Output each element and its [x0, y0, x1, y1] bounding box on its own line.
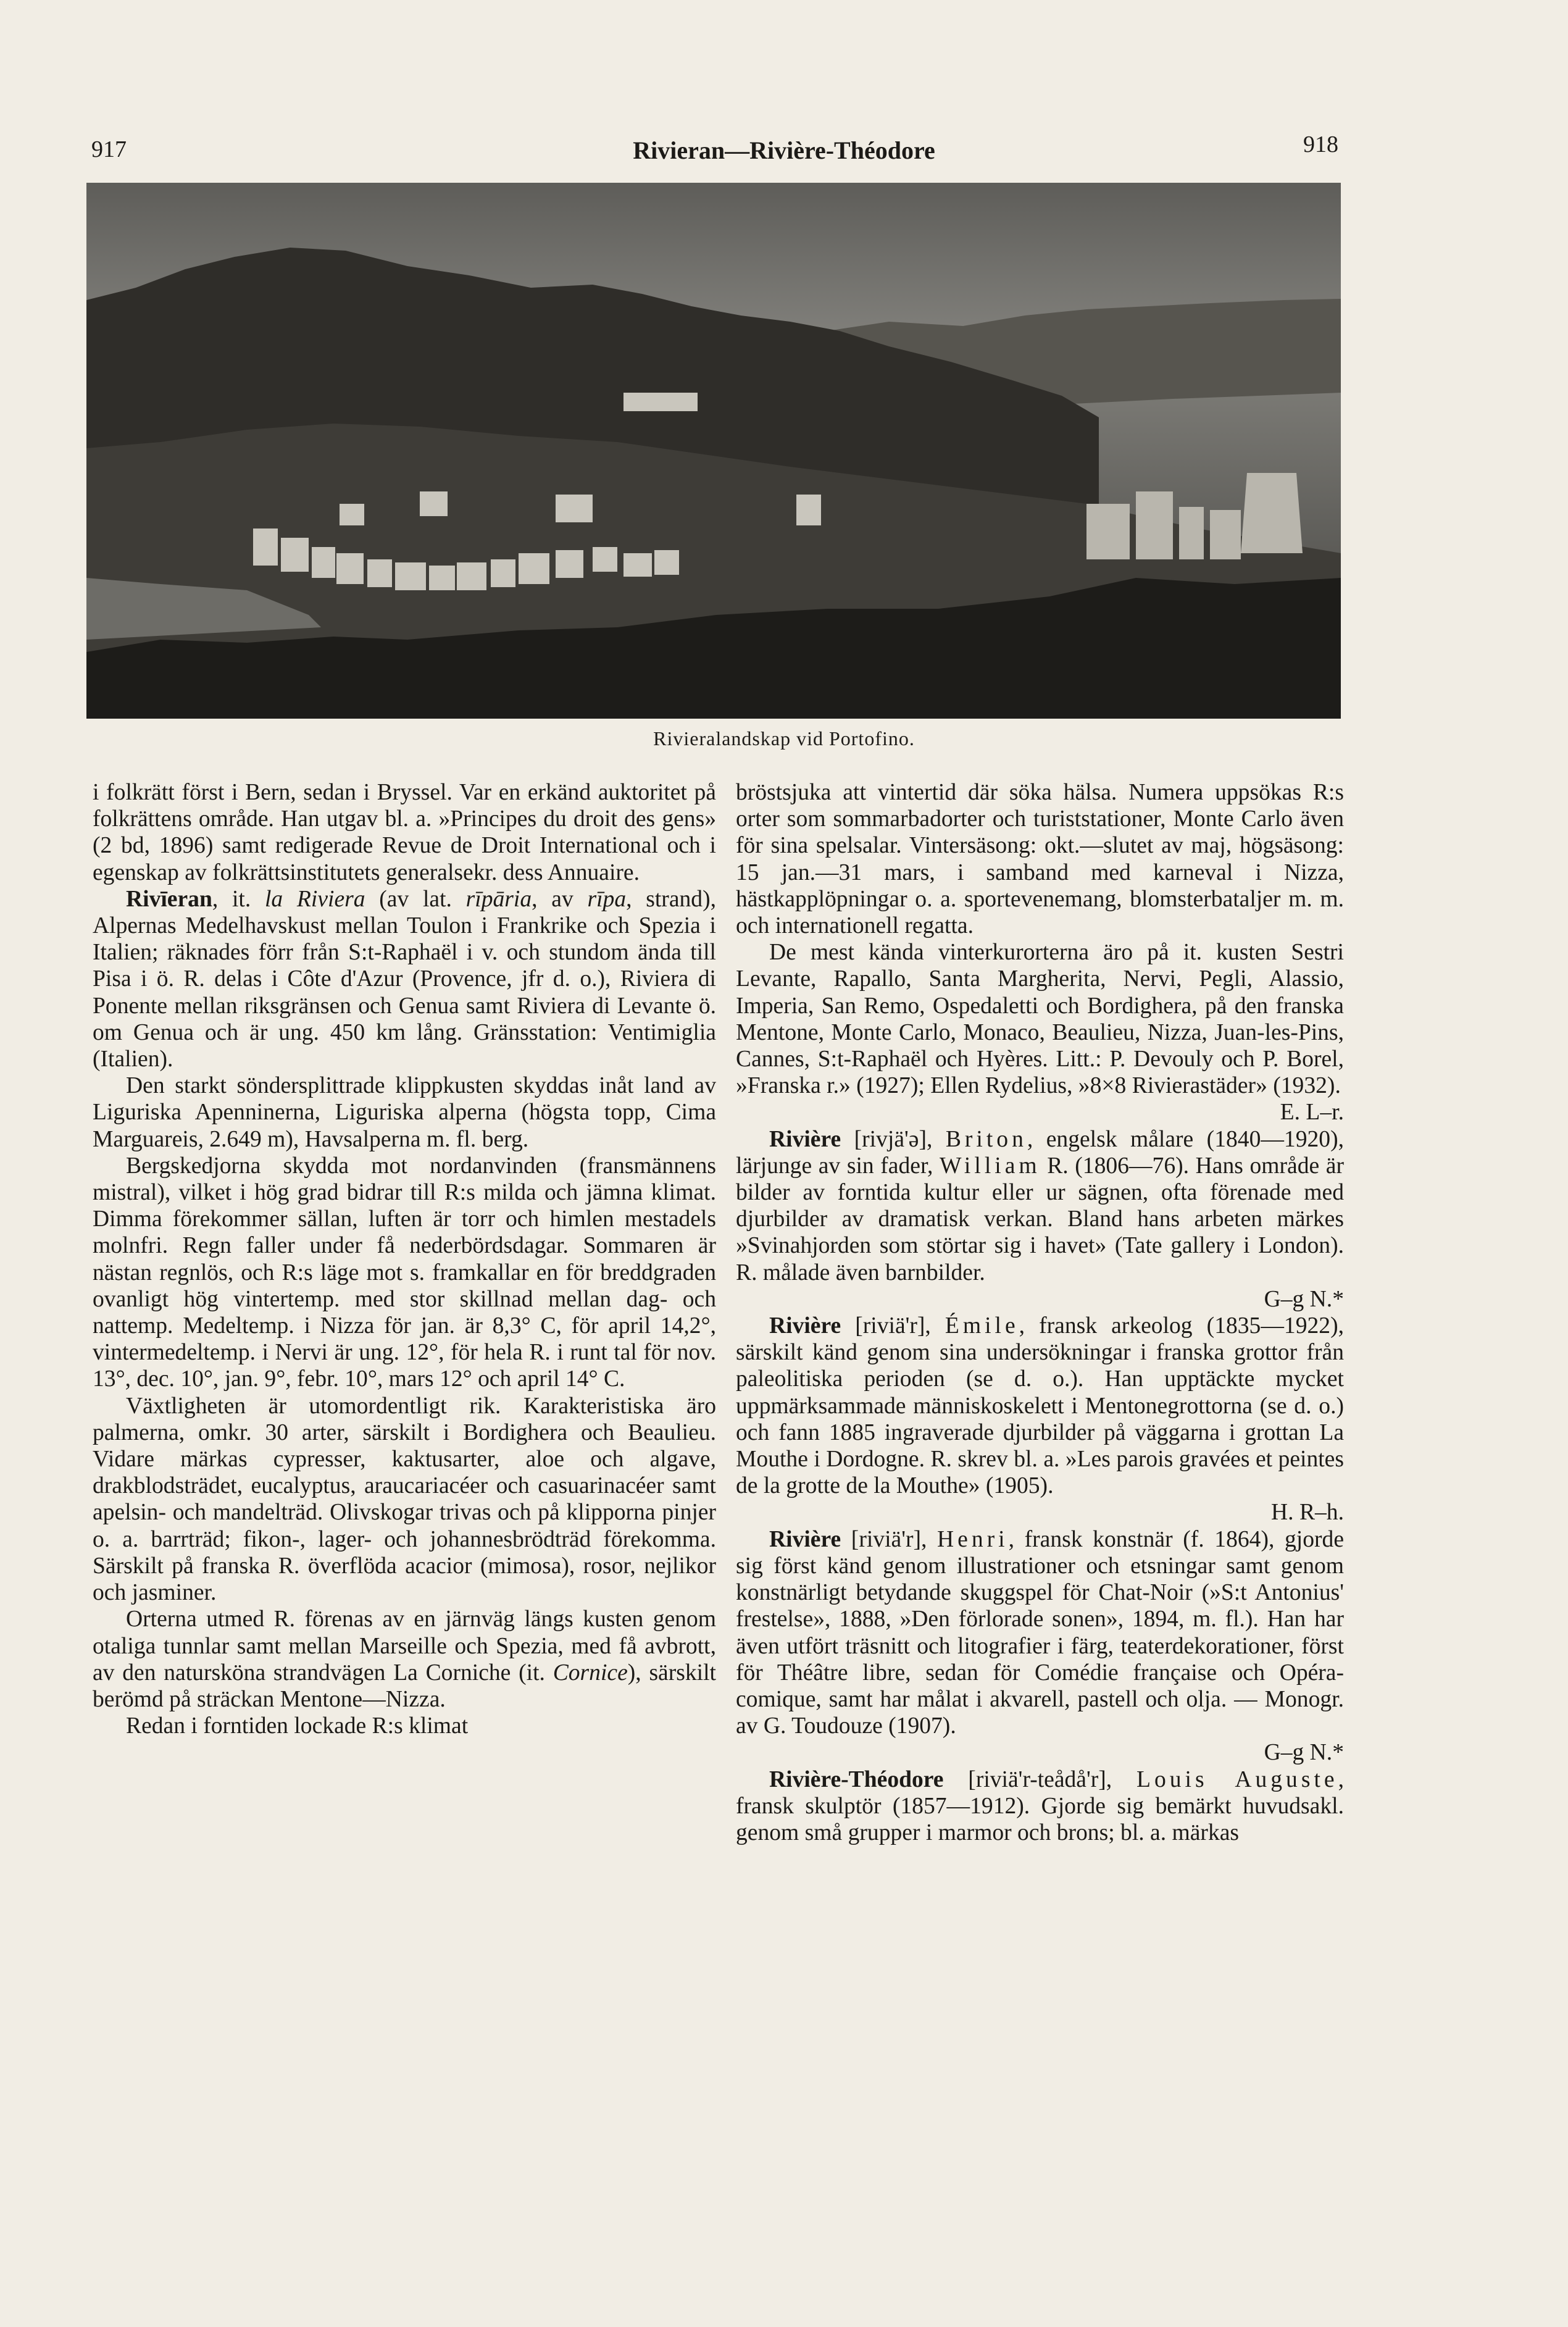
- entry-riviere-emile: Rivière [riviä'r], Émile, fransk arkeolog (1835—1922), särskilt känd genom sina undersökningar i franska grottor från paleolitiska perioden (se d. o.). Han upptäckte mycket uppmärksammade människoskelett i Mentonegrottorna (se d. o.) och fann 1885 ingraverade djurbilder på väggarna i grottan La Mouthe i Dordogne. R. skrev bl. a. »Les parois gravées et peintes de la grotte de la Mouthe» (1905). H. R–h.: [736, 1313, 1344, 1526]
- landscape-photo: [86, 183, 1341, 719]
- signature: G–g N.*: [1264, 1286, 1344, 1312]
- page-number-right: 918: [1303, 132, 1338, 157]
- paragraph-resorts: De mest kända vinterkurorterna äro på it. kusten Sestri Levante, Rapallo, Santa Margherita, Nervi, Pegli, Alassio, Imperia, San Remo, Ospedaletti och Bordighera, på den franska Mentone, Monte Carlo, Monaco, Beaulieu, Nizza, Juan-les-Pins, Cannes, S:t-Raphaël och Hyères. Litt.: P. Devouly och P. Borel, »Franska r.» (1927); Ellen Rydelius, »8×8 Rivierastäder» (1932). E. L–r.: [736, 940, 1344, 1126]
- signature: G–g N.*: [1264, 1740, 1344, 1766]
- signature: E. L–r.: [1280, 1100, 1344, 1126]
- paragraph-vegetation: Växtligheten är utomordentligt rik. Karakteristiska äro palmerna, omkr. 30 arter, särskilt i Bordighera och Beaulieu. Vidare märkas cypresser, kaktusarter, aloe och algave, drakblodsträdet, eucalyptus, araucariacéer och casuarinacéer samt apelsin- och mandelträd. Olivskogar trivas och på klipporna pinjer o. a. barrträd; fikon-, lager- och johannesbrödträd förekomma. Särskilt på franska R. överflöda acacior (mimosa), rosor, nejlikor och jasminer.: [93, 1393, 716, 1606]
- running-title: Rivieran—Rivière-Théodore: [633, 136, 935, 164]
- paragraph-transport: Orterna utmed R. förenas av en järnväg längs kusten genom otaliga tunnlar samt mellan Marseille och Spezia, med få avbrott, av den natursköna strandvägen La Corniche (it. Cornice), särskilt berömd på sträckan Mentone—Nizza.: [93, 1606, 716, 1712]
- headword: Rivīeran: [126, 886, 212, 912]
- entry-riviere-briton: Rivière [rivjä'ə], Briton, engelsk målare (1840—1920), lärjunge av sin fader, William R. (1806—76). Hans område är bilder av forntida kultur eller ur sägnen, ofta förenade med djurbilder av dramatisk verkan. Bland hans arbeten märkes »Svinahjorden som störtar sig i havet» (Tate gallery i London). R. målade även barnbilder. G–g N.*: [736, 1126, 1344, 1312]
- paragraph-coast: Den starkt söndersplittrade klippkusten skyddas inåt land av Liguriska Apenninerna, Liguriska alperna (högsta topp, Cima Marguareis, 2.649 m), Havsalperna m. fl. berg.: [93, 1073, 716, 1152]
- running-header: [0, 131, 1568, 168]
- portofino-landscape-image: [86, 183, 1341, 719]
- headword: Rivière: [769, 1313, 841, 1339]
- paragraph-history: Redan i forntiden lockade R:s klimat: [126, 1713, 469, 1739]
- entry-riviere-henri: Rivière [riviä'r], Henri, fransk konstnär (f. 1864), gjorde sig först känd genom illustrationer och etsningar samt genom konstnärligt betydande skuggspel för Chat-Noir (»S:t Antonius' frestelse», 1888, »Den förlorade sonen», 1894, m. fl.). Han har även utfört träsnitt och litografier i färg, teaterdekorationer, först för Théâtre libre, sedan för Comédie française och Opéra-comique, samt har målat i akvarell, pastell och olja. — Monogr. av G. Toudouze (1907). G–g N.*: [736, 1526, 1344, 1766]
- left-column: [93, 779, 716, 1739]
- continued-paragraph: i folkrätt först i Bern, sedan i Bryssel. Var en erkänd auktoritet på folkrättens område. Han utgav bl. a. »Principes du droit des gens» (2 bd, 1896) samt redigerade Revue de Droit International och i egenskap av folkrättsinstitutets generalsekr. dess Annuaire.: [93, 780, 716, 885]
- entry-rivieran: Rivīeran, it. la Riviera (av lat. rīpāria, av rīpa, strand), Alpernas Medelhavskust mellan Toulon i Frankrike och Spezia i Italien; räknades förr från S:t-Raphaël i v. och stundom ända till Pisa i ö. R. delas i Côte d'Azur (Provence, jfr d. o.), Riviera di Ponente mellan riksgränsen och Genua samt Riviera di Levante ö. om Genua och är ung. 450 km lång. Gränsstation: Ventimiglia (Italien).: [93, 886, 716, 1072]
- headword: Rivière: [769, 1126, 841, 1152]
- entry-riviere-theodore: Rivière-Théodore [riviä'r-teådå'r], Louis Auguste, fransk skulptör (1857—1912). Gjorde sig bemärkt huvudsakl. genom små grupper i marmor och brons; bl. a. märkas: [736, 1766, 1344, 1845]
- headword: Rivière-Théodore: [769, 1766, 944, 1792]
- headword: Rivière: [769, 1526, 841, 1552]
- figure-caption: Rivieralandskap vid Portofino.: [653, 727, 915, 750]
- signature: H. R–h.: [1271, 1500, 1344, 1526]
- continued-paragraph-right: bröstsjuka att vintertid där söka hälsa. Numera uppsökas R:s orter som sommarbadorter och turiststationer, Monte Carlo även för sina spelsalar. Vintersäsong: okt.—slutet av maj, högsäsong: 15 jan.—31 mars, i samband med karneval i Nizza, hästkapplöpningar o. a. sportevenemang, blomsterbataljer m. m. och internationell regatta.: [736, 780, 1344, 939]
- paragraph-climate: Bergskedjorna skydda mot nordanvinden (fransmännens mistral), vilket i hög grad bidrar till R:s milda och jämna klimat. Dimma förekommer sällan, luften är torr och himlen mestadels molnfri. Regn faller under få nederbördsdagar. Sommaren är nästan regnlös, och R:s läge mot s. framkallar en för breddgraden ovanligt hög vintertemp. med stor skillnad mellan dag- och nattemp. Medeltemp. i Nizza för jan. är 8,3° C, för april 14,2°, vintermedeltemp. i Nervi är ung. 12°, för hela R. i runt tal för nov. 13°, dec. 10°, jan. 9°, febr. 10°, mars 12° och april 14° C.: [93, 1153, 716, 1392]
- page-number-left: 917: [91, 136, 127, 162]
- right-column: [736, 779, 1344, 1846]
